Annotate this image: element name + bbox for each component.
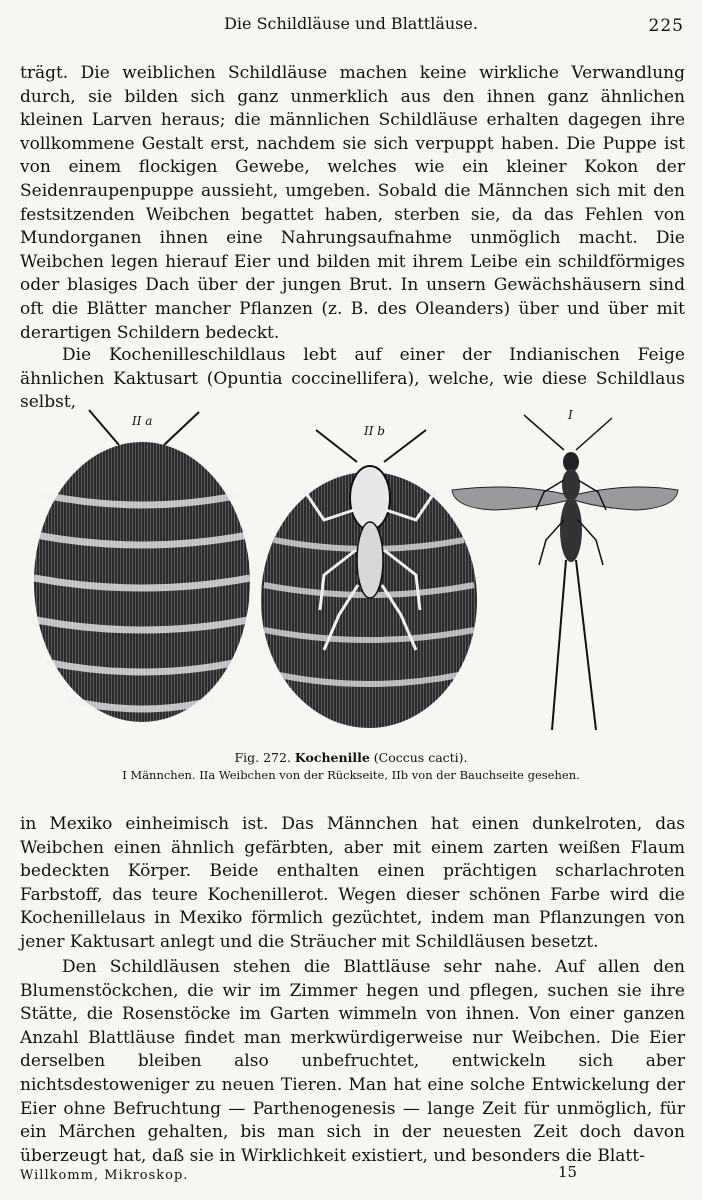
figure-cochineal bbox=[24, 400, 684, 750]
caption-latin: (Coccus cacti). bbox=[373, 750, 468, 765]
figure-caption-legend: I Männchen. IIa Weibchen von der Rückseite, IIb von der Bauchseite gesehen. bbox=[122, 768, 580, 782]
paragraph-3: in Mexiko einheimisch ist. Das Männchen hat einen dunkelroten, das Weibchen einen ähnlich gefärbten, aber mit einem zarten weißen Flaum bedeckten Körper. Beide enthalten einen prächtigen scharlachroten Farbstoff, das teure Kochenillerot. Wegen dieser schönen Farbe wird die Kochenillelaus in Mexiko förmlich gezüchtet, indem man Pflanzungen von jener Kaktusart anlegt und die Sträucher mit Schildläusen besetzt. bbox=[20, 814, 685, 952]
footer-signature-number: 15 bbox=[558, 1163, 578, 1181]
figure-illustration bbox=[24, 400, 684, 750]
running-header bbox=[0, 14, 702, 38]
male-view bbox=[452, 415, 678, 730]
label-I: I bbox=[568, 408, 573, 422]
caption-name: Kochenille bbox=[294, 750, 370, 765]
paragraph-4: Den Schildläusen stehen die Blattläuse sehr nahe. Auf allen den Blumenstöckchen, die wir im Zimmer hegen und pflegen, suchen sie ihre Stätte, die Rosenstöcke im Garten wimmeln von ihnen. Von einer ganzen Anzahl Blattläuse findet man merkwürdigerweise nur Weibchen. Die Eier derselben bleiben also unbefruchtet, entwickeln sich aber nichtsdestoweniger zu neuen Tieren. Man hat eine solche Entwickelung der Eier ohne Befruchtung — Parthenogenesis — lange Zeit für unmöglich, für ein Märchen gehalten, bis man sich in der neuesten Zeit doch davon überzeugt hat, daß sie in Wirklichkeit existiert, und besonders die Blatt- bbox=[20, 957, 685, 1166]
paragraph-2: Die Kochenilleschildlaus lebt auf einer der Indianischen Feige ähnlichen Kaktusart (Opuntia coccinellifera), welche, wie diese Schildlaus selbst, bbox=[20, 345, 685, 413]
female-dorsal-view bbox=[34, 410, 250, 722]
running-title: Die Schildläuse und Blattläuse. bbox=[224, 14, 478, 33]
label-IIb: II b bbox=[364, 424, 385, 438]
figure-caption bbox=[0, 750, 702, 765]
page-number: 225 bbox=[648, 16, 684, 36]
caption-figure-number: Fig. 272. bbox=[234, 750, 291, 765]
female-ventral-view bbox=[261, 430, 477, 728]
paragraph-1: trägt. Die weiblichen Schildläuse machen keine wirkliche Verwandlung durch, sie bilden sich ganz unmerklich aus den ihnen ganz ähnlichen kleinen Larven heraus; die männlichen Schildläuse erhalten dagegen ihre vollkommene Gestalt erst, nachdem sie sich verpuppt haben. Die Puppe ist von einem flockigen Gewebe, welches wie ein kleiner Kokon der Seidenraupenpuppe aussieht, umgeben. Sobald die Männchen sich mit den festsitzenden Weibchen begattet haben, sterben sie, da das Fehlen von Mundorganen ihnen eine Nahrungsaufnahme unmöglich macht. Die Weibchen legen hierauf Eier und bilden mit ihrem Leibe ein schildförmiges oder blasiges Dach über der jungen Brut. In unsern Gewächshäusern sind oft die Blätter mancher Pflanzen (z. B. des Oleanders) über und über mit derartigen Schildern bedeckt. bbox=[20, 63, 685, 343]
label-IIa: II a bbox=[132, 414, 153, 428]
footer-author-title: Willkomm, Mikroskop. bbox=[20, 1168, 189, 1183]
